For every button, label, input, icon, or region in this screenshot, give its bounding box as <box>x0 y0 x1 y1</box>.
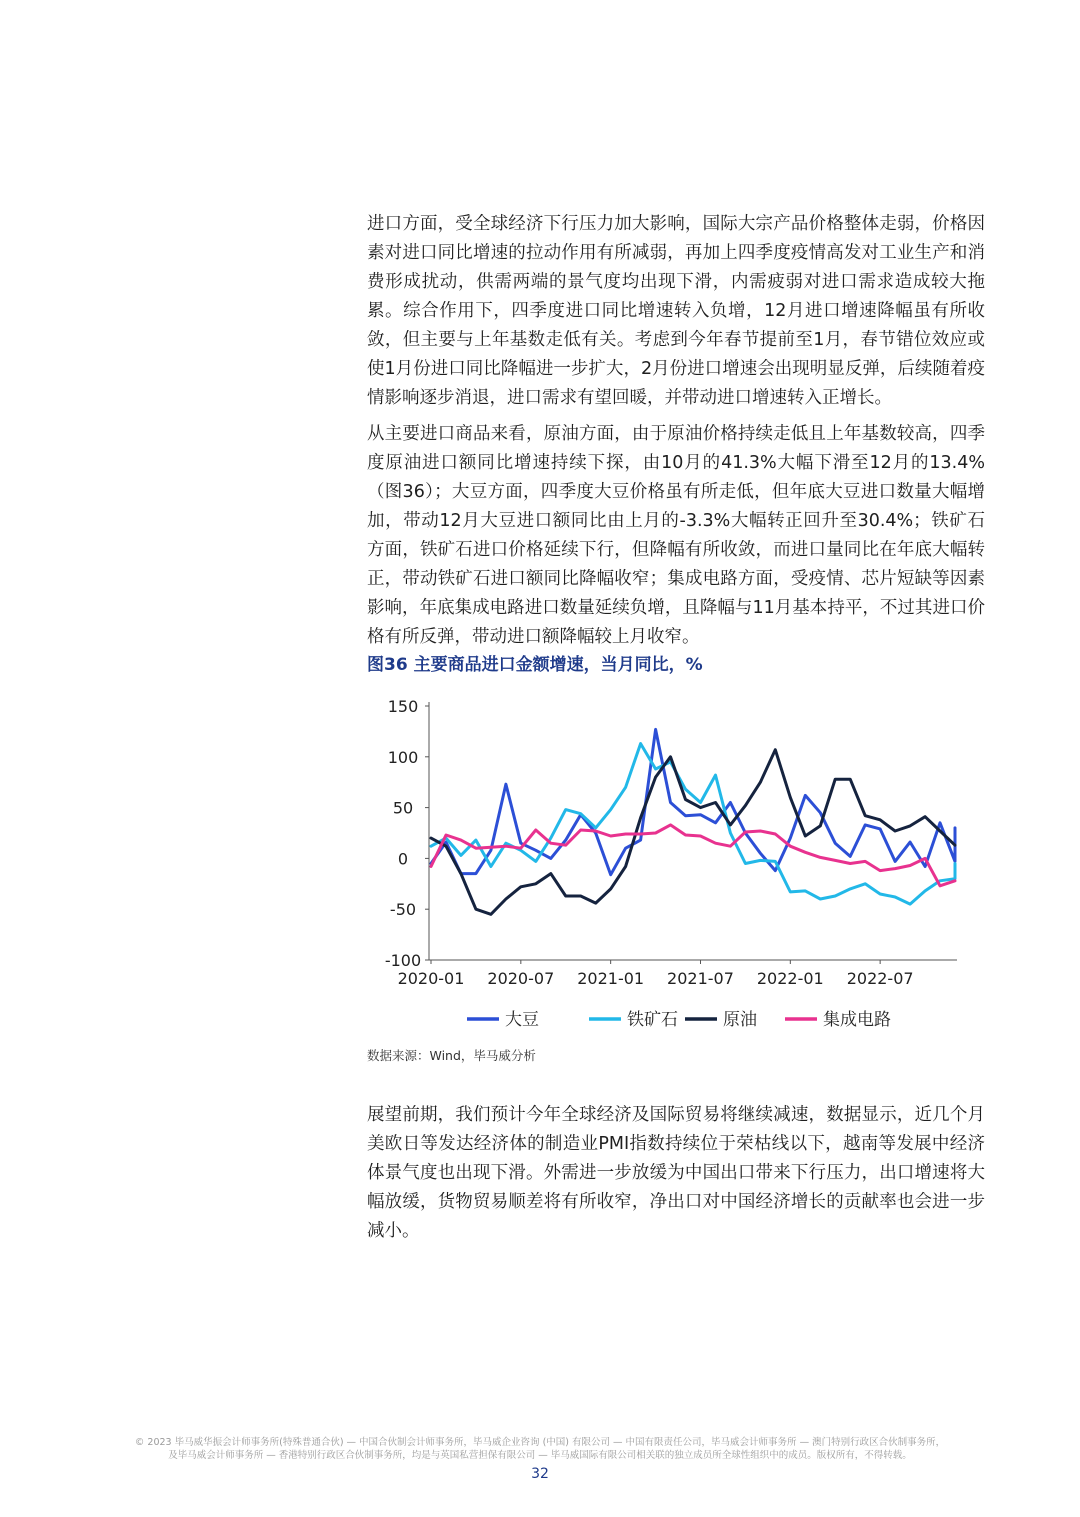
import-growth-chart <box>367 688 985 1040</box>
y-tick-label: -50 <box>389 900 417 920</box>
figure-source: 数据来源：Wind，毕马威分析 <box>367 1048 536 1063</box>
x-tick-label: 2021-07 <box>667 969 734 988</box>
legend-label-3: 集成电路 <box>823 1010 891 1030</box>
paragraph-commodities: 从主要进口商品来看，原油方面，由于原油价格持续走低且上年基数较高，四季度原油进口额同比增速持续下探，由10月的41.3%大幅下滑至12月的13.4%（图36）；大豆方面，四季度大豆价格虽有所走低，但年底大豆进口数量大幅增加，带动12月大豆进口额同比由上月的-3.3%大幅转正回升至30.4%；铁矿石方面，铁矿石进口价格延续下行，但降幅有所收敛，而进口量同比在年底大幅转正，带动铁矿石进口额同比降幅收窄；集成电路方面，受疫情、芯片短缺等因素影响，年底集成电路进口数量延续负增，且降幅与11月基本持平，不过其进口价格有所反弹，带动进口额降幅较上月收窄。 <box>367 424 985 647</box>
legend-label-0: 大豆 <box>505 1010 539 1030</box>
x-tick-label: 2021-01 <box>577 969 645 988</box>
figure-title: 图36 主要商品进口金额增速，当月同比，% <box>367 655 703 675</box>
x-tick-label: 2020-01 <box>397 969 465 988</box>
y-tick-label: 150 <box>387 697 419 716</box>
legend-label-1: 铁矿石 <box>627 1010 678 1030</box>
series-line-2 <box>431 750 955 915</box>
x-tick-label: 2022-01 <box>756 969 824 988</box>
legend-label-2: 原油 <box>723 1010 757 1030</box>
series-line-3 <box>431 825 955 886</box>
y-tick-label: 50 <box>392 798 414 818</box>
x-tick-label: 2020-07 <box>487 969 555 988</box>
y-tick-label: 100 <box>387 747 419 767</box>
page-number: 32 <box>531 1466 549 1482</box>
copyright-footer: © 2023 毕马威华振会计师事务所(特殊普通合伙) — 中国合伙制会计师事务所，毕马威企业咨询 (中国) 有限公司 — 中国有限责任公司，毕马威会计师事务所 — 澳门特别行政区合伙制事务所， 及毕马威会计师事务所 — 香港特别行政区合伙制事务所，均是与英国私营担保有限公司 — 毕马威国际有限公司相关联的独立成员所全球性组织中的成员。版权所有，不得转载。 <box>134 1437 946 1461</box>
y-tick-label: -100 <box>384 951 422 970</box>
paragraph-outlook: 展望前期，我们预计今年全球经济及国际贸易将继续减速，数据显示，近几个月美欧日等发达经济体的制造业PMI指数持续位于荣枯线以下，越南等发展中经济体景气度也出现下滑。外需进一步放缓为中国出口带来下行压力，出口增速将大幅放缓，货物贸易顺差将有所收窄，净出口对中国经济增长的贡献率也会进一步减小。 <box>367 1105 985 1241</box>
x-tick-label: 2022-07 <box>846 969 914 988</box>
chart-svg <box>367 688 985 1040</box>
y-tick-label: 0 <box>397 849 409 869</box>
series-line-1 <box>431 744 955 905</box>
paragraph-imports: 进口方面，受全球经济下行压力加大影响，国际大宗产品价格整体走弱，价格因素对进口同比增速的拉动作用有所减弱，再加上四季度疫情高发对工业生产和消费形成扰动，供需两端的景气度均出现下滑，内需疲弱对进口需求造成较大拖累。综合作用下，四季度进口同比增速转入负增，12月进口增速降幅虽有所收敛，但主要与上年基数走低有关。考虑到今年春节提前至1月，春节错位效应或使1月份进口同比降幅进一步扩大，2月份进口增速会出现明显反弹，后续随着疫情影响逐步消退，进口需求有望回暖，并带动进口增速转入正增长。 <box>367 214 985 408</box>
